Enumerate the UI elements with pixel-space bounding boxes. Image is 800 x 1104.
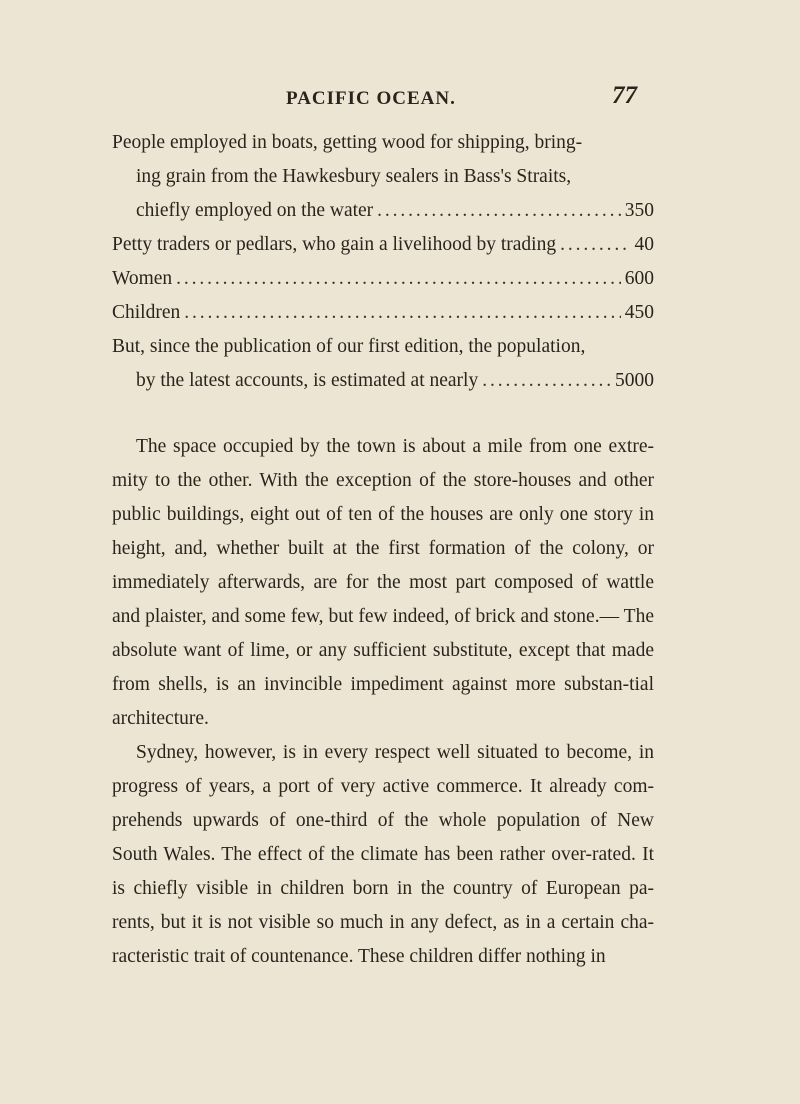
entry-total-line (112, 364, 654, 398)
entry-value: 40 (634, 234, 654, 255)
dot-leader (176, 262, 621, 296)
population-entry (112, 228, 654, 262)
dot-leader (377, 194, 621, 228)
population-entry (112, 126, 654, 228)
page-number: 77 (612, 82, 637, 109)
entry-label: by the latest accounts, is estimated at nearly (136, 370, 479, 391)
running-head: PACIFIC OCEAN. (286, 88, 456, 109)
entry-label: Women (112, 268, 173, 289)
entry-line: But, since the publication of our first edition, the population, (112, 336, 586, 357)
dot-leader (482, 364, 611, 398)
entry-label: chiefly employed on the water (136, 200, 374, 221)
entry-value: 350 (624, 200, 654, 221)
entry-value: 600 (624, 268, 654, 289)
entry-total-line (112, 194, 654, 228)
entry-line: ing grain from the Hawkesbury sealers in Bass's Straits, (136, 166, 572, 187)
paragraph: The space occupied by the town is about a mile from one extre-mity to the other. With the exception of the store-houses and other public buildings, eight out of ten of the houses are only one story in height, and, whether built at the first formation of the colony, or immediately afterwards, are for the most part composed of wattle and plaister, and some few, but few indeed, of brick and stone.— The absolute want of lime, or any sufficient substitute, except that made from shells, is an invincible impediment against more substan-tial architecture. (112, 436, 654, 729)
population-entry (112, 330, 654, 398)
entry-value: 5000 (615, 370, 654, 391)
entry-value: 450 (624, 302, 654, 323)
paragraph: Sydney, however, is in every respect well situated to become, in progress of years, a port of very active commerce. It already com-prehends upwards of one-third of the whole population of New South Wales. The effect of the climate has been rather over-rated. It is chiefly visible in children born in the country of European pa-rents, but it is not visible so much in any defect, as in a certain cha-racteristic trait of countenance. These children differ nothing in (112, 742, 654, 967)
entry-line: People employed in boats, getting wood for shipping, bring- (112, 132, 583, 153)
population-entry (112, 262, 654, 296)
dot-leader (184, 296, 621, 330)
entry-label: Petty traders or pedlars, who gain a livelihood by trading (112, 234, 557, 255)
population-entry (112, 296, 654, 330)
body-text (112, 126, 654, 974)
page-header (0, 82, 800, 122)
section-gap (112, 398, 654, 430)
entry-label: Children (112, 302, 181, 323)
dot-leader (560, 228, 630, 262)
